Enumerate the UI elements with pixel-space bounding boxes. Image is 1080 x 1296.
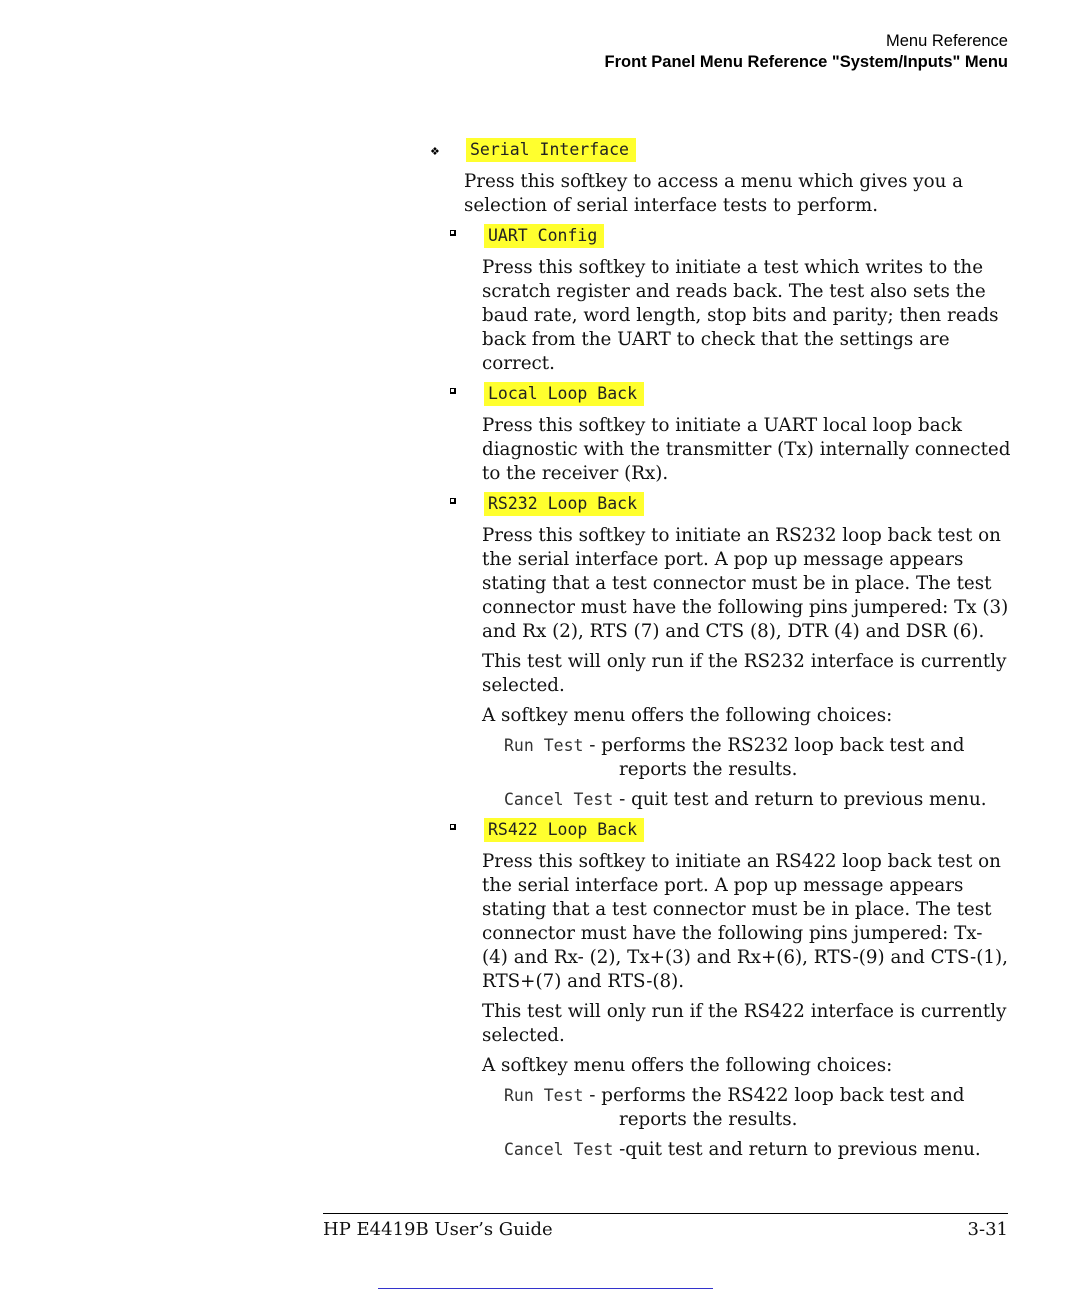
rs232-cancel-test-desc: - quit test and return to previous menu. xyxy=(613,789,987,810)
box-bullet-icon xyxy=(450,498,456,504)
box-bullet-icon xyxy=(450,230,456,236)
rs422-cancel-test-key: Cancel Test xyxy=(504,1140,614,1159)
local-loop-back-softkey: Local Loop Back xyxy=(484,382,644,406)
rs232-cancel-test-key: Cancel Test xyxy=(504,790,614,809)
rs232-run-test-choice xyxy=(504,734,1012,782)
rs422-note: This test will only run if the RS422 interface is currently selected. xyxy=(482,1001,1007,1046)
rs232-description: Press this softkey to initiate an RS232 loop back test on the serial interface port. A pop up message appears stating that a test connector must be in place. The test connector must have the following pins jumpered: Tx (3) and Rx (2), RTS (7) and CTS (8), DTR (4) and DSR (6). xyxy=(482,525,1009,642)
local-loop-back-description: Press this softkey to initiate a UART local loop back diagnostic with the transmitter (Tx) internally connected to the receiver (Rx). xyxy=(482,415,1011,484)
serial-interface-softkey: Serial Interface xyxy=(466,138,636,162)
rs422-loop-back-heading xyxy=(428,818,1012,844)
rs422-choices-intro: A softkey menu offers the following choices: xyxy=(482,1055,893,1076)
running-header-section: Menu Reference xyxy=(886,32,1008,50)
rs232-choices-intro: A softkey menu offers the following choices: xyxy=(482,705,893,726)
footer-divider xyxy=(323,1213,1008,1214)
rs422-cancel-test-desc: -quit test and return to previous menu. xyxy=(613,1139,981,1160)
rs422-loop-back-softkey: RS422 Loop Back xyxy=(484,818,644,842)
box-bullet-icon xyxy=(450,824,456,830)
uart-config-heading xyxy=(428,224,1012,250)
box-bullet-icon xyxy=(450,388,456,394)
rs422-run-test-key: Run Test xyxy=(504,1086,584,1105)
rs232-run-test-key: Run Test xyxy=(504,736,584,755)
uart-config-description: Press this softkey to initiate a test which writes to the scratch register and reads back. The test also sets the baud rate, word length, stop bits and parity; then reads back from the UART to check that the settings are correct. xyxy=(482,257,999,374)
rs232-cancel-test-choice xyxy=(504,788,1012,812)
rs232-loop-back-heading xyxy=(428,492,1012,518)
rs422-run-test-choice xyxy=(504,1084,1012,1132)
rs232-note: This test will only run if the RS232 interface is currently selected. xyxy=(482,651,1007,696)
main-content xyxy=(428,138,1012,1162)
rs232-run-test-desc: - performs the RS232 loop back test and reports the results. xyxy=(583,735,965,780)
footer-page-number: 3-31 xyxy=(967,1219,1008,1240)
serial-interface-description: Press this softkey to access a menu which gives you a selection of serial interface tests to perform. xyxy=(464,171,964,216)
rs422-cancel-test-choice xyxy=(504,1138,1012,1162)
rs422-run-test-desc: - performs the RS422 loop back test and reports the results. xyxy=(583,1085,965,1130)
rs422-description: Press this softkey to initiate an RS422 loop back test on the serial interface port. A pop up message appears stating that a test connector must be in place. The test connector must have the following pins jumpered: Tx- (4) and Rx- (2), Tx+(3) and Rx+(6), RTS-(9) and CTS-(1), RTS+(7) and RTS-(8). xyxy=(482,851,1008,992)
serial-interface-heading xyxy=(428,138,1012,164)
rs232-loop-back-softkey: RS232 Loop Back xyxy=(484,492,644,516)
running-header-subsection: Front Panel Menu Reference "System/Inputs" Menu xyxy=(604,53,1008,71)
bottom-link-underline[interactable] xyxy=(378,1288,713,1289)
uart-config-softkey: UART Config xyxy=(484,224,604,248)
footer-guide-title: HP E4419B User’s Guide xyxy=(323,1219,553,1240)
diamond-bullet-icon: ❖ xyxy=(430,145,440,158)
local-loop-back-heading xyxy=(428,382,1012,408)
